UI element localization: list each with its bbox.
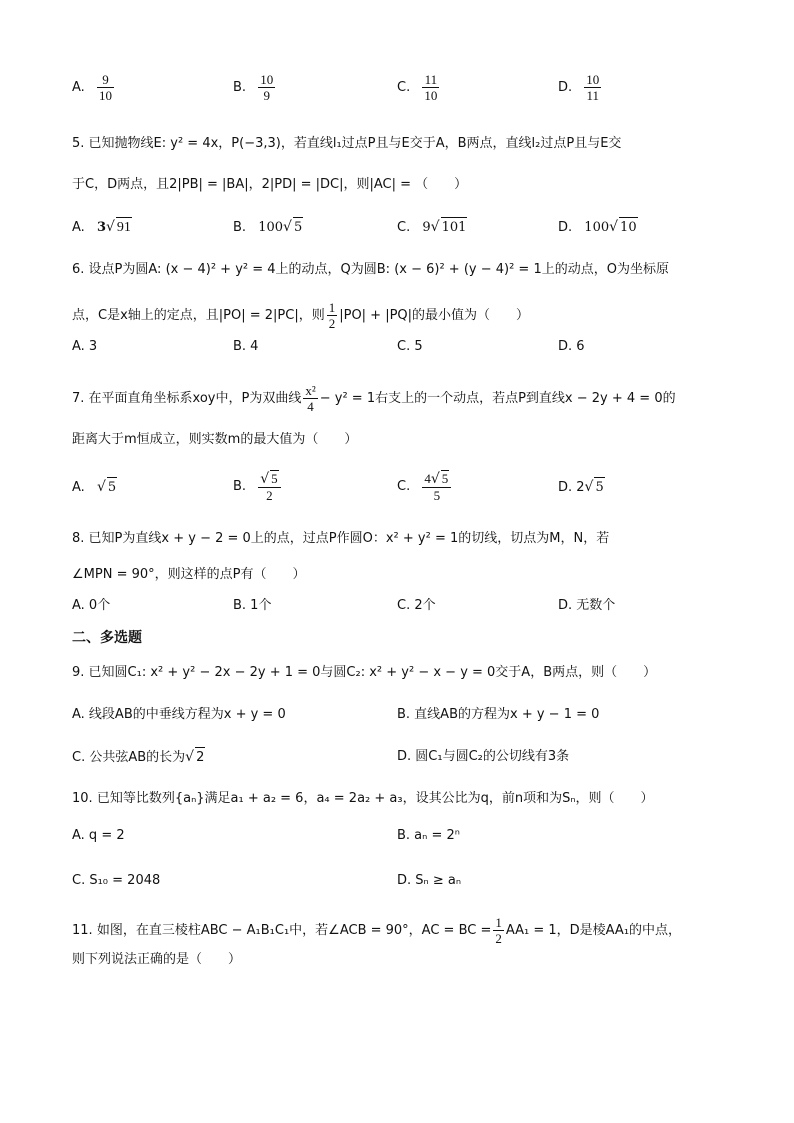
question-number: 8. xyxy=(72,531,85,546)
q8-option-d: D. 无数个 xyxy=(558,598,616,613)
section-heading: 二、多选题 xyxy=(72,630,142,646)
q7-option-a xyxy=(72,477,117,498)
q5-line-1 xyxy=(72,134,621,154)
q8-option-c: C. 2个 xyxy=(397,598,436,613)
fraction xyxy=(493,915,504,946)
q10-option-a: A. q = 2 xyxy=(72,828,125,843)
q4-option-d xyxy=(558,72,603,103)
q7-option-b xyxy=(233,470,283,503)
fraction-denominator: 4 xyxy=(307,399,314,414)
q6-option-b: B. 4 xyxy=(233,339,259,354)
question-number: 6. xyxy=(72,262,85,277)
option-label: D. xyxy=(558,80,573,95)
fraction-denominator: 11 xyxy=(586,88,600,103)
fraction-denominator: 5 xyxy=(433,488,441,503)
radical-sign: √ xyxy=(430,219,440,235)
option-label: D. 2 xyxy=(558,480,585,495)
radical-sign: √ xyxy=(430,471,440,487)
radicand: 91 xyxy=(116,217,132,238)
q9-option-b: B. 直线AB的方程为x + y − 1 = 0 xyxy=(397,707,600,722)
fraction-numerator: 1 xyxy=(495,915,502,930)
question-number: 9. xyxy=(72,665,85,680)
radicand: 5 xyxy=(107,477,117,498)
q7-line-1 xyxy=(72,383,676,414)
fraction-numerator: 10 xyxy=(586,72,600,87)
q6-option-a: A. 3 xyxy=(72,339,98,354)
q8-line-2 xyxy=(72,565,305,585)
q8-option-b: B. 1个 xyxy=(233,598,272,613)
radicand: 5 xyxy=(271,471,278,486)
q7-option-d xyxy=(558,477,605,498)
fraction-numerator: x² xyxy=(305,383,316,398)
fraction xyxy=(97,72,114,103)
radical-sign: √ xyxy=(609,219,619,235)
fraction-numerator xyxy=(422,470,451,488)
q6-option-c: C. 5 xyxy=(397,339,423,354)
question-text: − y² = 1右支上的一个动点，若点P到直线x − 2y + 4 = 0的 xyxy=(319,391,676,406)
question-text: AA₁ = 1，D是棱AA₁的中点， xyxy=(505,923,682,938)
radicand: 5 xyxy=(441,471,449,486)
q10-option-c: C. S₁₀ = 2048 xyxy=(72,873,161,888)
fraction xyxy=(258,72,275,103)
q9-option-a: A. 线段AB的中垂线方程为x + y = 0 xyxy=(72,707,286,722)
radical-sign: √ xyxy=(185,749,195,765)
fraction-denominator: 10 xyxy=(98,88,112,103)
q8-line-1 xyxy=(72,529,609,549)
fraction xyxy=(258,470,280,503)
fraction xyxy=(422,470,451,503)
q5-option-a xyxy=(72,217,132,238)
fraction-denominator: 10 xyxy=(424,88,438,103)
q9-line-1 xyxy=(72,663,656,683)
radicand: 101 xyxy=(441,217,468,238)
radicand: 10 xyxy=(619,217,638,238)
fraction-denominator: 9 xyxy=(263,88,270,103)
option-label: C. xyxy=(397,220,411,235)
coefficient: 4 xyxy=(424,471,431,486)
coefficient: 9 xyxy=(422,220,431,235)
q11-line-1 xyxy=(72,915,681,946)
fraction xyxy=(327,300,338,331)
fraction-denominator: 2 xyxy=(328,316,336,331)
radical-sign: √ xyxy=(283,219,292,235)
coefficient: 3 xyxy=(96,220,106,235)
option-label: A. xyxy=(72,480,85,495)
radical-sign: √ xyxy=(105,219,115,235)
q10-option-b: B. aₙ = 2ⁿ xyxy=(397,828,460,843)
fraction-numerator: 1 xyxy=(328,300,336,315)
question-text: 已知抛物线E: y² = 4x，P(−3,3)，若直线l₁过点P且与E交于A，B两点，直线l₂过点P且与E交 xyxy=(88,136,622,151)
radicand: 5 xyxy=(594,477,604,498)
question-text: 在平面直角坐标系xoy中，P为双曲线 xyxy=(88,391,302,406)
fraction-denominator: 2 xyxy=(495,931,502,946)
option-label: C. xyxy=(397,80,411,95)
q6-line-2 xyxy=(72,300,529,331)
q5-option-d xyxy=(558,217,638,238)
q7-line-2 xyxy=(72,430,357,450)
q4-option-a xyxy=(72,72,116,103)
question-text: 于C，D两点，且2|PB| = |BA|，2|PD| = |DC|，则|AC| = （ ） xyxy=(72,177,468,192)
q9-option-d: D. 圆C₁与圆C₂的公切线有3条 xyxy=(397,749,570,764)
q6-line-1 xyxy=(72,260,669,280)
coefficient: 100 xyxy=(258,220,284,235)
question-number: 7. xyxy=(72,391,85,406)
option-text: C. 公共弦AB的长为 xyxy=(72,750,186,765)
q4-option-b xyxy=(233,72,277,103)
coefficient: 100 xyxy=(584,220,610,235)
fraction xyxy=(422,72,439,103)
fraction xyxy=(303,383,317,414)
q11-line-2 xyxy=(72,950,241,970)
question-text: 点，C是x轴上的定点，且|PO| = 2|PC|，则 xyxy=(72,308,325,323)
option-label: A. xyxy=(72,220,85,235)
fraction xyxy=(584,72,601,103)
fraction-numerator xyxy=(258,470,280,488)
fraction-numerator: 9 xyxy=(97,72,114,88)
q10-line-1 xyxy=(72,789,654,809)
option-label: B. xyxy=(233,479,247,494)
question-text: 已知圆C₁: x² + y² − 2x − 2y + 1 = 0与圆C₂: x² + y² − x − y = 0交于A，B两点，则（ ） xyxy=(88,665,657,680)
option-label: D. xyxy=(558,220,573,235)
fraction-numerator: 11 xyxy=(422,72,439,88)
question-text: 则下列说法正确的是（ ） xyxy=(72,952,242,967)
radical-sign: √ xyxy=(584,479,594,495)
q10-option-d: D. Sₙ ≥ aₙ xyxy=(397,873,462,888)
question-text: ∠MPN = 90°，则这样的点P有（ ） xyxy=(72,567,306,582)
option-label: A. xyxy=(72,80,85,95)
question-number: 10. xyxy=(72,791,93,806)
q8-option-a: A. 0个 xyxy=(72,598,111,613)
q6-option-d: D. 6 xyxy=(558,339,585,354)
q5-option-b xyxy=(233,217,303,238)
question-number: 11. xyxy=(72,923,93,938)
question-text: 已知等比数列{aₙ}满足a₁ + a₂ = 6，a₄ = 2a₂ + a₃，设其公比为q，前n项和为Sₙ，则（ ） xyxy=(96,791,654,806)
option-label: B. xyxy=(233,80,247,95)
option-label: C. xyxy=(397,479,411,494)
q9-option-c xyxy=(72,747,205,768)
fraction-denominator: 2 xyxy=(266,488,273,503)
q4-option-c xyxy=(397,72,441,103)
question-text: |PO| + |PQ|的最小值为（ ） xyxy=(339,308,530,323)
q5-line-2 xyxy=(72,175,467,195)
q7-option-c xyxy=(397,470,453,503)
question-text: 设点P为圆A: (x − 4)² + y² = 4上的动点，Q为圆B: (x − 6)² + (y − 4)² = 1上的动点，O为坐标原 xyxy=(88,262,669,277)
question-text: 如图，在直三棱柱ABC − A₁B₁C₁中，若∠ACB = 90°，AC = BC = xyxy=(96,923,492,938)
fraction-numerator: 10 xyxy=(260,72,274,87)
option-label: B. xyxy=(233,220,247,235)
q5-option-c xyxy=(397,217,467,238)
question-number: 5. xyxy=(72,136,85,151)
radicand: 5 xyxy=(293,217,303,238)
question-text: 距离大于m恒成立，则实数m的最大值为（ ） xyxy=(72,432,358,447)
question-text: 已知P为直线x + y − 2 = 0上的点，过点P作圆O：x² + y² = 1的切线，切点为M，N，若 xyxy=(88,531,610,546)
radical-sign: √ xyxy=(96,479,106,495)
radicand: 2 xyxy=(195,747,205,768)
radical-sign: √ xyxy=(260,471,270,487)
